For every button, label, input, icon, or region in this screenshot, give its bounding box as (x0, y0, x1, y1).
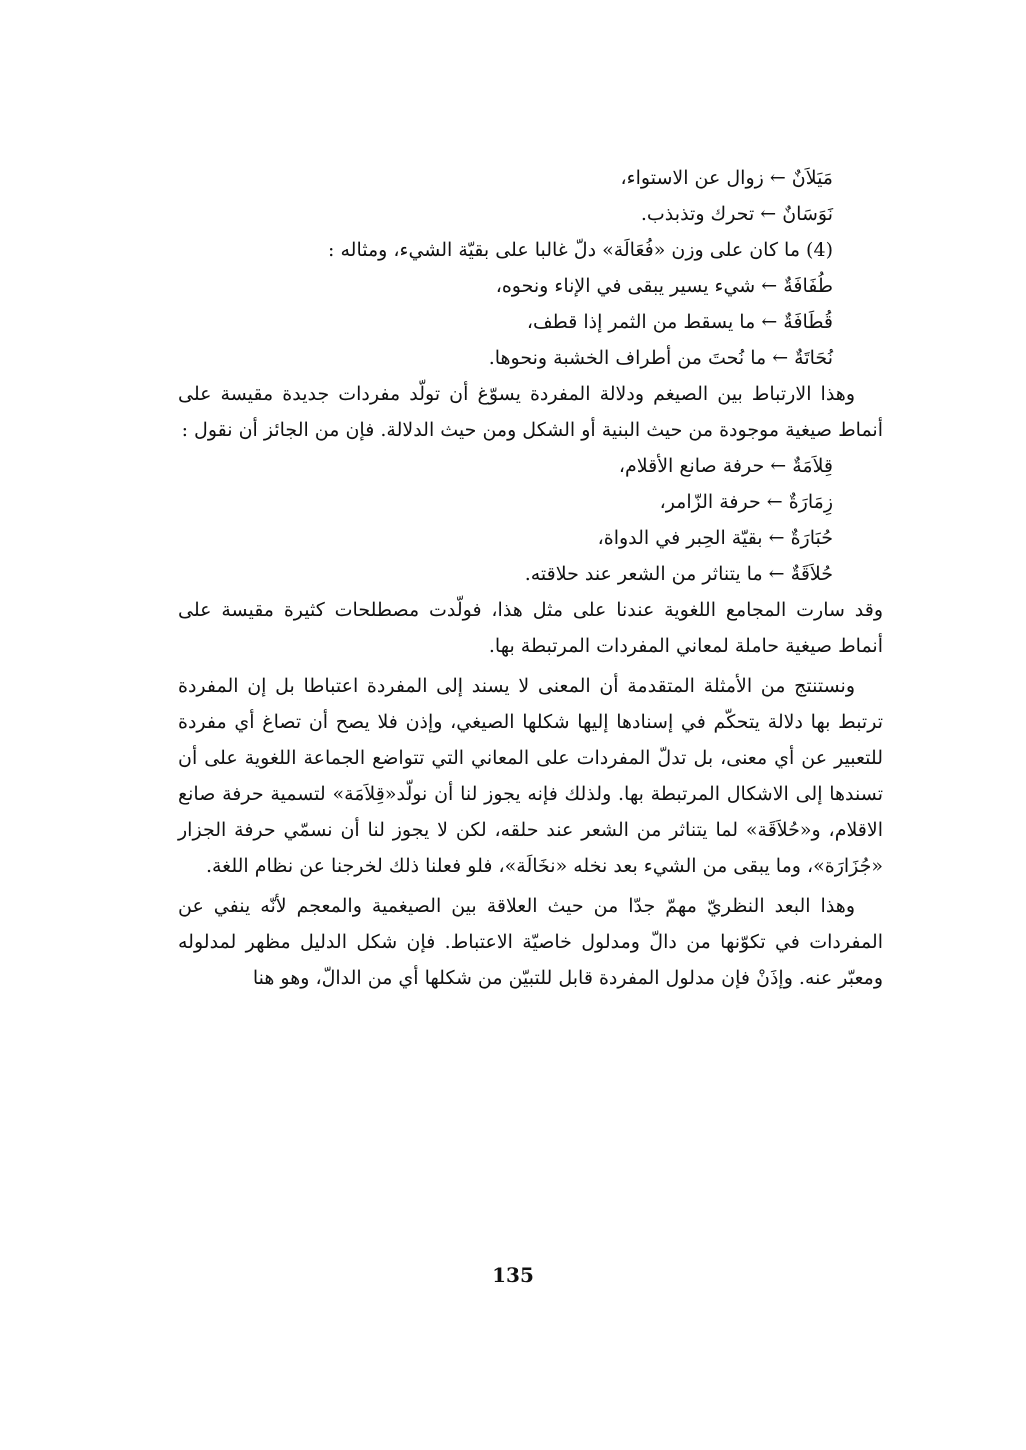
rule-heading: (4) ما كان على وزن «فُعَالَة» دلّ غالبا على بقيّة الشيء، ومثاله : (328, 239, 833, 261)
page-number: 135 (492, 1263, 534, 1287)
example-line: قِلاَمَةٌ ← حرفة صانع الأقلام، (618, 455, 833, 477)
example-line: نُحَاتَةٌ ← ما نُحتَ من أطراف الخشبة ونحوها. (488, 347, 833, 369)
example-line: حُلاَقَةٌ ← ما يتناثر من الشعر عند حلاقته. (524, 563, 833, 585)
example-line: قُطَافَةٌ ← ما يسقط من الثمر إذا قطف، (526, 311, 833, 333)
paragraph: وهذا البعد النظريّ مهمّ جدّا من حيث العلاقة بين الصيغمية والمعجم لأنّه ينفي عن المفردات في تكوّنها من دالّ ومدلول خاصيّة الاعتباط. فإن شكل الدليل مظهر لمدلوله ومعبّر عنه. وإذَنْ فإن مدلول المفردة قابل للتبيّن من شكلها أي من الدالّ، وهو هنا (178, 895, 883, 989)
paragraph: وهذا الارتباط بين الصيغم ودلالة المفردة يسوّغ أن تولّد مفردات جديدة مقيسة على أنماط صيغية موجودة من حيث البنية أو الشكل ومن حيث الدلالة. فإن من الجائز أن نقول : (178, 383, 883, 441)
example-line: حُبَارَةٌ ← بقيّة الحِبر في الدواة، (597, 527, 833, 549)
page-body (178, 160, 883, 996)
example-line: طُفَافَةٌ ← شيء يسير يبقى في الإناء ونحوه، (495, 275, 833, 297)
example-line: مَيَلاَنٌ ← زوال عن الاستواء، (620, 167, 833, 189)
example-line: نَوَسَانٌ ← تحرك وتذبذب. (640, 203, 833, 225)
paragraph: ونستنتج من الأمثلة المتقدمة أن المعنى لا يسند إلى المفردة اعتباطا بل إن المفردة ترتبط بها دلالة يتحكّم في إسنادها إليها شكلها الصيغي، وإذن فلا يصح أن تصاغ أي مفردة للتعبير عن أي معنى، بل تدلّ المفردات على المعاني التي تتواضع الجماعة اللغوية على أن تسندها إلى الاشكال المرتبطة بها. ولذلك فإنه يجوز لنا أن نولّد«قِلاَمَة» لتسمية حرفة صانع الاقلام، و«حُلاَقَة» لما يتناثر من الشعر عند حلقه، لكن لا يجوز لنا أن نسمّي حرفة الجزار «جُزَارَة»، وما يبقى من الشيء بعد نخله «نخَالَة»، فلو فعلنا ذلك لخرجنا عن نظام اللغة. (178, 675, 883, 877)
paragraph: وقد سارت المجامع اللغوية عندنا على مثل هذا، فولّدت مصطلحات كثيرة مقيسة على أنماط صيغية حاملة لمعاني المفردات المرتبطة بها. (178, 599, 883, 657)
example-line: زِمَارَةٌ ← حرفة الزّامر، (659, 491, 833, 513)
